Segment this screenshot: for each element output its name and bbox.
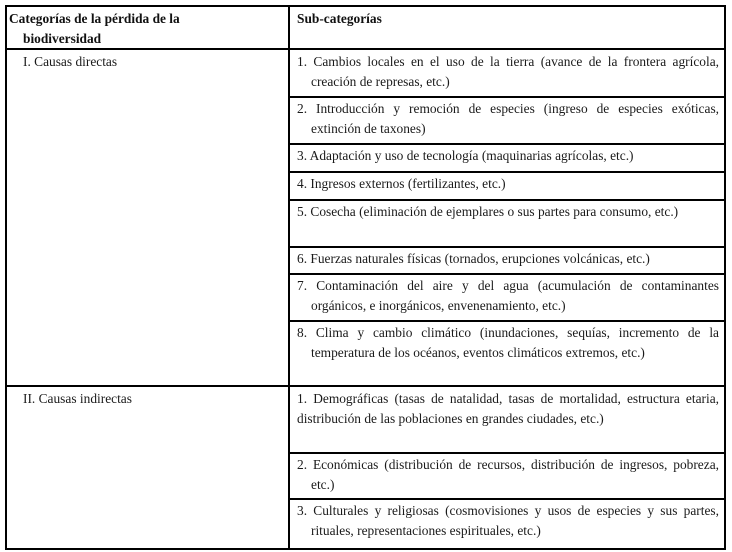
subcategory-item: 8. Clima y cambio climático (inundaciones, sequías, incremento de la temperatura de los océanos, eventos climáticos extremos, etc.) — [297, 325, 719, 360]
subcategory-item: 2. Económicas (distribución de recursos, distribución de ingresos, pobreza, etc.) — [297, 457, 719, 492]
row-divider — [289, 171, 724, 173]
category-direct-causes: I. Causas directas — [23, 54, 118, 69]
biodiversity-loss-table — [5, 5, 726, 550]
subcategory-item: 5. Cosecha (eliminación de ejemplares o sus partes para consumo, etc.) — [297, 204, 679, 219]
row-divider — [289, 273, 724, 275]
subcategory-item: 2. Introducción y remoción de especies (ingreso de especies exóticas, extinción de taxones) — [297, 101, 719, 136]
subcategory-item: 4. Ingresos externos (fertilizantes, etc.) — [297, 176, 506, 191]
header-category-line1: Categorías de la pérdida de la — [9, 11, 180, 26]
subcategory-item: 7. Contaminación del aire y del agua (acumulación de contaminantes orgánicos, e inorgánicos, envenenamiento, etc.) — [297, 278, 719, 313]
row-divider — [289, 143, 724, 145]
subcategory-item: 3. Adaptación y uso de tecnología (maquinarias agrícolas, etc.) — [297, 148, 634, 163]
header-category — [9, 9, 285, 48]
row-divider — [289, 246, 724, 248]
subcategory-item: 1. Cambios locales en el uso de la tierra (avance de la frontera agrícola, creación de represas, etc.) — [297, 54, 719, 89]
header-divider — [7, 48, 724, 50]
column-divider — [288, 7, 290, 548]
subcategory-item: 1. Demográficas (tasas de natalidad, tasas de mortalidad, estructura etaria, distribución de las poblaciones en grandes ciudades, etc.) — [297, 391, 719, 426]
subcategory-item: 3. Culturales y religiosas (cosmovisiones y usos de especies y sus partes, rituales, representaciones espirituales, etc.) — [297, 503, 719, 538]
header-subcategory: Sub-categorías — [297, 11, 382, 26]
header-category-line2: biodiversidad — [23, 30, 102, 46]
row-divider — [289, 452, 724, 454]
row-divider — [289, 199, 724, 201]
category-indirect-causes: II. Causas indirectas — [23, 391, 132, 406]
subcategory-item: 6. Fuerzas naturales físicas (tornados, erupciones volcánicas, etc.) — [297, 251, 650, 266]
row-divider — [289, 96, 724, 98]
group-divider — [7, 385, 724, 387]
row-divider — [289, 320, 724, 322]
row-divider — [289, 498, 724, 500]
